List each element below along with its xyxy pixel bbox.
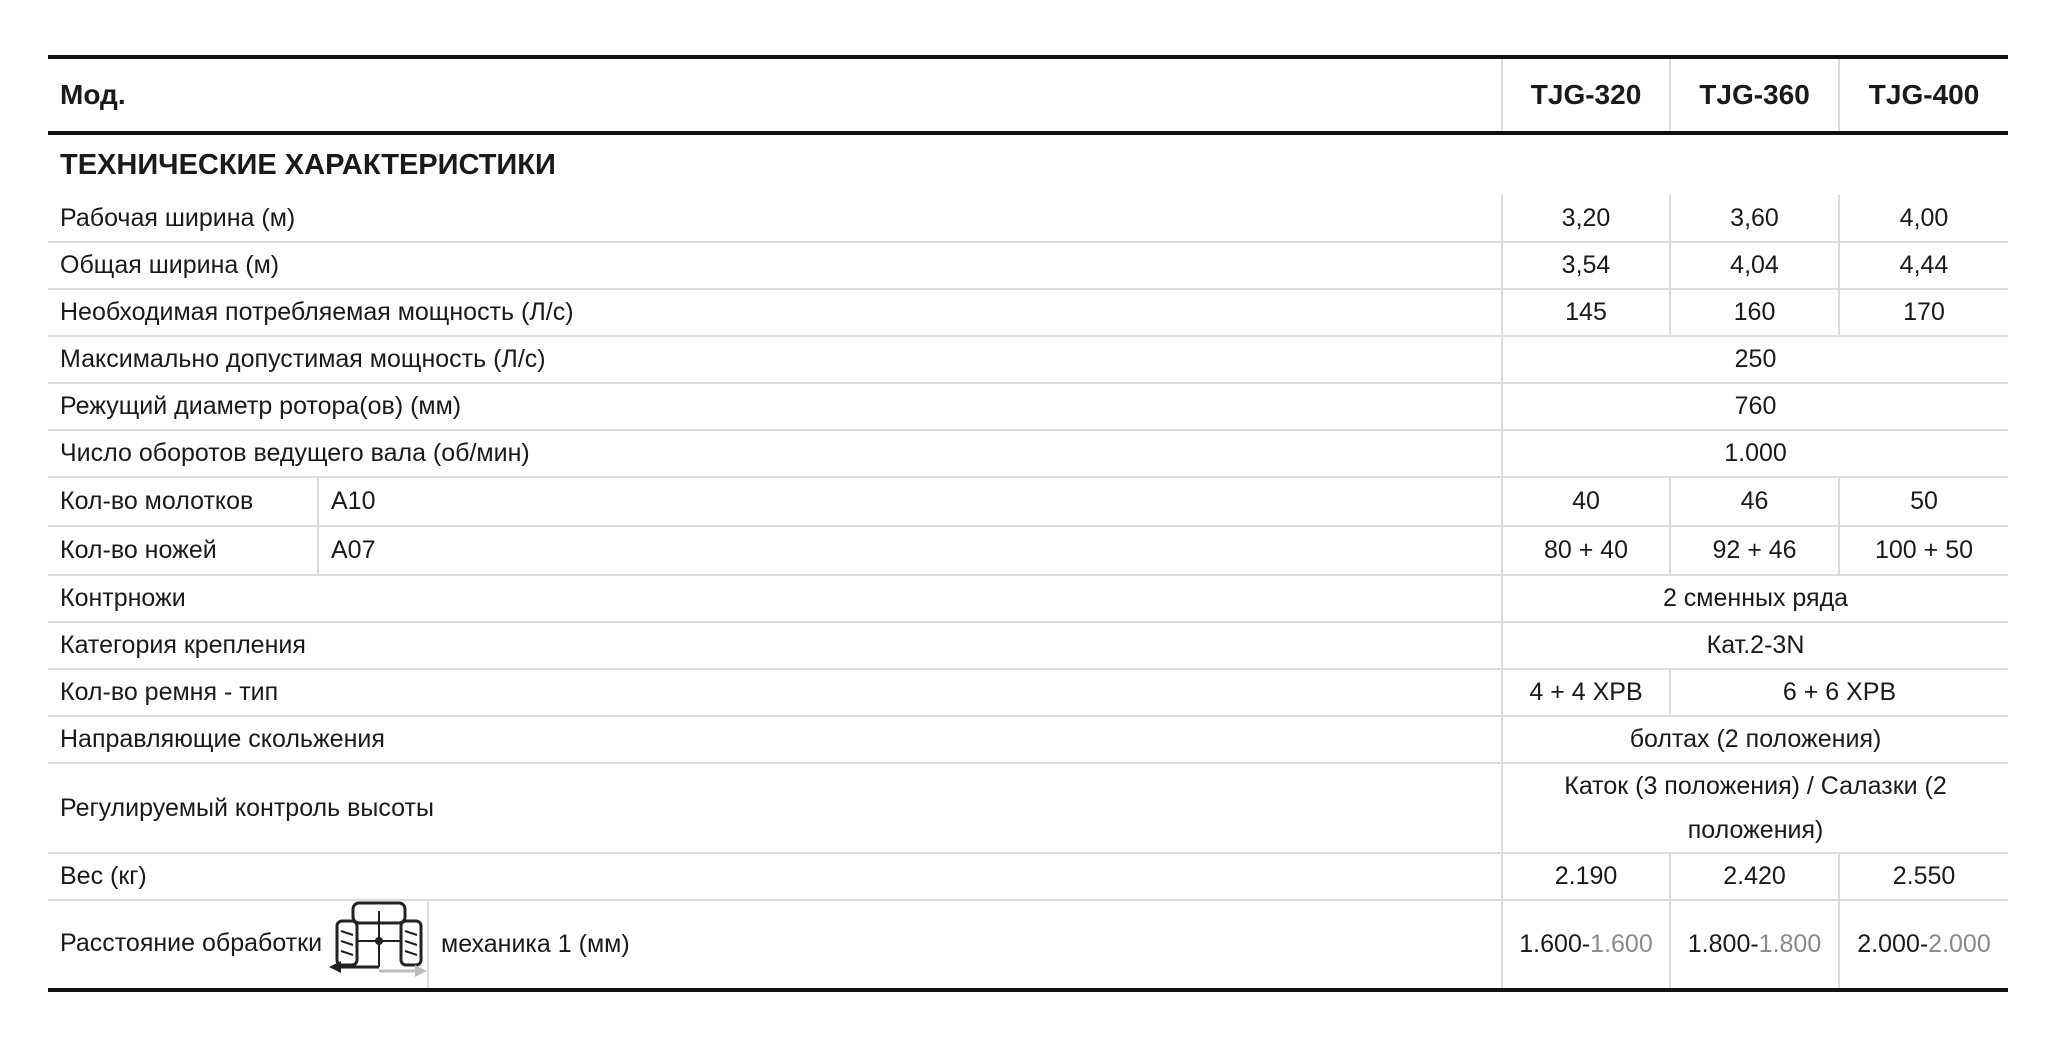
cell-value: 80 + 40 [1502,526,1670,575]
row-label: Кол-во ножей [48,526,318,575]
spec-table [48,55,2008,992]
table-row [48,526,2008,575]
row-label: Расстояние обработки [60,929,323,958]
cell-value: 3,54 [1502,242,1670,289]
offset-sub-label: механика 1 (мм) [428,900,1502,990]
table-row [48,477,2008,526]
row-code: A07 [318,526,1502,575]
table-row [48,195,2008,242]
value-primary: 1.800 [1687,930,1751,958]
cell-value [1670,900,1839,990]
section-title: ТЕХНИЧЕСКИЕ ХАРАКТЕРИСТИКИ [60,148,556,181]
cell-value: 250 [1502,336,2008,383]
row-label: Направляющие скольжения [48,716,1502,763]
section-row [48,133,2008,195]
offset-label-cell [48,900,428,990]
cell-value: 92 + 46 [1670,526,1839,575]
cell-value: 4,00 [1839,195,2008,242]
cell-value: болтах (2 положения) [1502,716,2008,763]
row-label: Регулируемый контроль высоты [48,763,1502,853]
cell-value: 2.190 [1502,853,1670,900]
header-row [48,57,2008,133]
table-row [48,763,2008,853]
row-label: Категория крепления [48,622,1502,669]
row-label: Число оборотов ведущего вала (об/мин) [48,430,1502,477]
cell-value: 170 [1839,289,2008,336]
row-label: Кол-во ремня - тип [48,669,1502,716]
value-secondary: 2.000 [1928,930,1991,958]
row-label: Режущий диаметр ротора(ов) (мм) [48,383,1502,430]
cell-value: 6 + 6 XPB [1670,669,2008,716]
cell-value [1502,900,1670,990]
cell-value: 46 [1670,477,1839,526]
model-tjg-400: TJG-400 [1839,57,2008,133]
table-row [48,336,2008,383]
row-label: Вес (кг) [48,853,1502,900]
cell-value: 50 [1839,477,2008,526]
cell-value: 4,44 [1839,242,2008,289]
table-row [48,383,2008,430]
cell-value: 1.000 [1502,430,2008,477]
table-row [48,669,2008,716]
cell-value: 100 + 50 [1839,526,2008,575]
value-separator: - [1919,930,1929,958]
table-row [48,430,2008,477]
row-label: Максимально допустимая мощность (Л/с) [48,336,1502,383]
cell-value [1839,900,2008,990]
table-row [48,853,2008,900]
cell-value: Каток (3 положения) / Салазки (2 положения) [1502,763,2008,853]
table-row [48,289,2008,336]
tractor-offset-icon [329,901,429,988]
row-label: Необходимая потребляемая мощность (Л/с) [48,289,1502,336]
cell-value: 160 [1670,289,1839,336]
cell-value: Кат.2-3N [1502,622,2008,669]
cell-value: 40 [1502,477,1670,526]
cell-value: 760 [1502,383,2008,430]
table-row [48,900,2008,990]
table-row [48,716,2008,763]
cell-value: 2.420 [1670,853,1839,900]
cell-value: 2.550 [1839,853,2008,900]
row-label: Рабочая ширина (м) [48,195,1502,242]
value-primary: 2.000 [1857,930,1920,958]
value-separator: - [1581,930,1591,958]
row-code: A10 [318,477,1502,526]
cell-value: 3,60 [1670,195,1839,242]
value-secondary: 1.600 [1590,930,1653,958]
model-label: Мод. [48,57,1502,133]
model-tjg-320: TJG-320 [1502,57,1670,133]
cell-value: 4 + 4 XPB [1502,669,1670,716]
value-separator: - [1750,930,1759,958]
row-label: Общая ширина (м) [48,242,1502,289]
row-label: Кол-во молотков [48,477,318,526]
cell-value: 3,20 [1502,195,1670,242]
value-secondary: 1.800 [1758,930,1822,958]
table-row [48,242,2008,289]
value-primary: 1.600 [1519,930,1582,958]
row-label: Контрножи [48,575,1502,622]
cell-value: 2 сменных ряда [1502,575,2008,622]
cell-value: 145 [1502,289,1670,336]
table-row [48,622,2008,669]
model-tjg-360: TJG-360 [1670,57,1839,133]
table-row [48,575,2008,622]
cell-value: 4,04 [1670,242,1839,289]
